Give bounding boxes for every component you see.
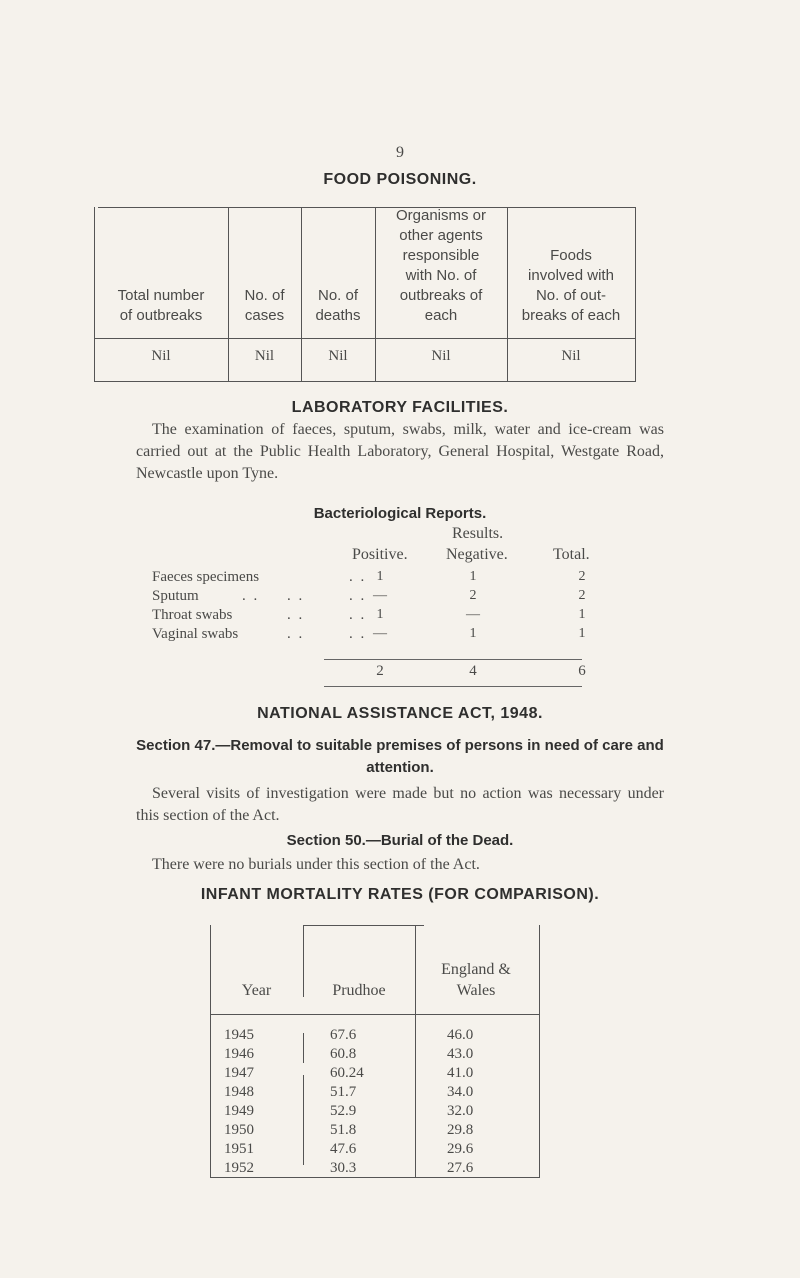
table-rule bbox=[635, 207, 636, 382]
header-total-outbreaks: Total number of outbreaks bbox=[117, 287, 205, 324]
value-total: 1 bbox=[578, 607, 586, 622]
cell-total-outbreaks: Nil bbox=[151, 348, 171, 364]
cell-prudhoe: 60.8 bbox=[330, 1046, 357, 1062]
cell-england: 46.0 bbox=[447, 1027, 474, 1043]
value-negative: 1 bbox=[469, 569, 477, 584]
table-row bbox=[210, 1046, 540, 1065]
value-negative: — bbox=[466, 607, 480, 622]
table-rule bbox=[94, 381, 636, 382]
bact-row bbox=[152, 569, 632, 589]
table-row bbox=[210, 1065, 540, 1084]
total-negative: 4 bbox=[469, 663, 477, 679]
totals-rule bbox=[324, 659, 582, 660]
cell-year: 1946 bbox=[224, 1046, 254, 1062]
cell-prudhoe: 30.3 bbox=[330, 1160, 357, 1176]
leader-dots: . . bbox=[349, 626, 367, 642]
cell-organisms: Nil bbox=[431, 348, 451, 364]
cell-prudhoe: 52.9 bbox=[330, 1103, 357, 1119]
cell-year: 1948 bbox=[224, 1084, 254, 1100]
section50-heading: Section 50.—Burial of the Dead. bbox=[286, 832, 514, 849]
cell-prudhoe: 47.6 bbox=[330, 1141, 357, 1157]
value-negative: 2 bbox=[469, 588, 477, 603]
cell-foods: Nil bbox=[561, 348, 581, 364]
laboratory-paragraph: The examination of faeces, sputum, swabs, milk, water and ice-cream was carried out at the Public Health Laboratory, General Hospital, Westgate Road, Newcastle upon Tyne. bbox=[136, 421, 664, 482]
cell-year: 1951 bbox=[224, 1141, 254, 1157]
leader-dots: . . bbox=[349, 569, 367, 585]
value-positive: — bbox=[373, 588, 387, 603]
bact-row bbox=[152, 626, 632, 646]
cell-england: 34.0 bbox=[447, 1084, 474, 1100]
cell-cases: Nil bbox=[254, 348, 275, 364]
national-assistance-title: NATIONAL ASSISTANCE ACT, 1948. bbox=[257, 705, 543, 722]
cell-year: 1947 bbox=[224, 1065, 254, 1081]
cell-deaths: Nil bbox=[328, 348, 348, 364]
value-positive: 1 bbox=[376, 569, 384, 584]
value-positive: 1 bbox=[376, 607, 384, 622]
food-poisoning-table bbox=[94, 207, 636, 382]
col-positive: Positive. bbox=[352, 546, 408, 563]
table-rule bbox=[94, 338, 636, 339]
leader-dots: . . bbox=[349, 588, 367, 604]
col-negative: Negative. bbox=[446, 546, 508, 563]
value-total: 2 bbox=[578, 588, 586, 603]
table-row bbox=[210, 1160, 540, 1179]
infant-mortality-table bbox=[210, 925, 540, 1178]
cell-prudhoe: 67.6 bbox=[330, 1027, 357, 1043]
cell-prudhoe: 51.8 bbox=[330, 1122, 357, 1138]
leader-dots: . . bbox=[242, 588, 260, 604]
laboratory-title: LABORATORY FACILITIES. bbox=[291, 399, 509, 416]
cell-prudhoe: 60.24 bbox=[330, 1065, 364, 1081]
bacteriological-title: Bacteriological Reports. bbox=[313, 505, 487, 522]
table-rule bbox=[304, 925, 424, 926]
food-poisoning-title: FOOD POISONING. bbox=[323, 171, 477, 188]
header-foods: Foods involved with No. of out- breaks of each bbox=[521, 247, 621, 324]
infant-mortality-title: INFANT MORTALITY RATES (FOR COMPARISON). bbox=[200, 886, 600, 903]
col-year: Year bbox=[241, 982, 272, 999]
table-row bbox=[210, 1084, 540, 1103]
cell-england: 27.6 bbox=[447, 1160, 474, 1176]
totals-rule bbox=[324, 686, 582, 687]
table-row bbox=[210, 1141, 540, 1160]
page-number: 9 bbox=[396, 144, 404, 161]
header-organisms: Organisms or other agents responsible with No. of outbreaks of each bbox=[395, 207, 487, 324]
cell-prudhoe: 51.7 bbox=[330, 1084, 357, 1100]
value-negative: 1 bbox=[469, 626, 477, 641]
table-rule bbox=[210, 1014, 540, 1015]
total-positive: 2 bbox=[376, 663, 384, 679]
leader-dots: . . bbox=[287, 626, 305, 642]
value-positive: — bbox=[373, 626, 387, 641]
bact-row bbox=[152, 588, 632, 608]
value-total: 2 bbox=[578, 569, 586, 584]
col-prudhoe: Prudhoe bbox=[332, 982, 386, 999]
row-label: Faeces specimens bbox=[152, 569, 260, 585]
section50-paragraph: There were no burials under this section of the Act. bbox=[152, 856, 480, 873]
results-label: Results. bbox=[452, 525, 504, 542]
cell-year: 1950 bbox=[224, 1122, 254, 1138]
cell-england: 43.0 bbox=[447, 1046, 474, 1062]
row-label: Throat swabs bbox=[152, 607, 233, 623]
cell-year: 1945 bbox=[224, 1027, 254, 1043]
col-total: Total. bbox=[553, 546, 590, 563]
total-total: 6 bbox=[578, 663, 586, 679]
header-cases: No. of cases bbox=[244, 287, 285, 324]
section47-heading: Section 47.—Removal to suitable premises of persons in need of care and attention. bbox=[136, 737, 664, 776]
cell-england: 41.0 bbox=[447, 1065, 474, 1081]
cell-england: 29.8 bbox=[447, 1122, 474, 1138]
col-england-wales: England & Wales bbox=[441, 961, 511, 999]
bact-row bbox=[152, 607, 632, 627]
leader-dots: . . bbox=[287, 588, 305, 604]
table-row bbox=[210, 1027, 540, 1046]
cell-england: 29.6 bbox=[447, 1141, 474, 1157]
header-deaths: No. of deaths bbox=[315, 287, 361, 324]
cell-year: 1949 bbox=[224, 1103, 254, 1119]
row-label: Vaginal swabs bbox=[152, 626, 239, 642]
cell-year: 1952 bbox=[224, 1160, 254, 1176]
cell-england: 32.0 bbox=[447, 1103, 474, 1119]
leader-dots: . . bbox=[287, 607, 305, 623]
value-total: 1 bbox=[578, 626, 586, 641]
row-label: Sputum bbox=[152, 588, 199, 604]
leader-dots: . . bbox=[349, 607, 367, 623]
section47-paragraph: Several visits of investigation were made but no action was necessary under this section of the Act. bbox=[136, 785, 664, 824]
table-row bbox=[210, 1122, 540, 1141]
table-row bbox=[210, 1103, 540, 1122]
